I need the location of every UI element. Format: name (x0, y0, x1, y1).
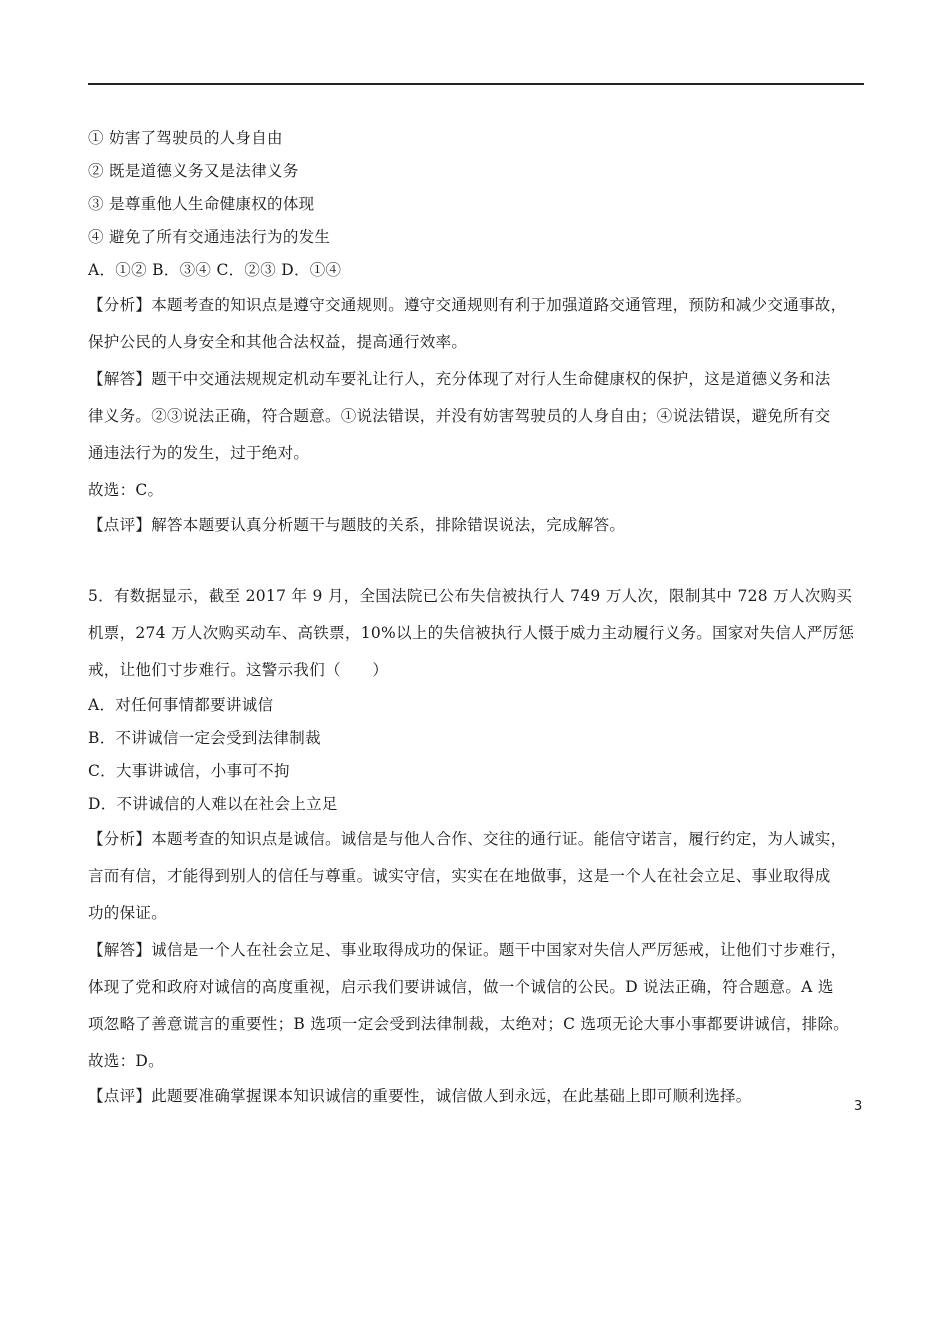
q4-choices: A．①② B．③④ C．②③ D．①④ (88, 261, 342, 279)
q4-answer-line-3: 通违法行为的发生，过于绝对。 (88, 444, 310, 462)
q4-selected-answer: 故选：C。 (88, 481, 164, 499)
q4-option-4: ④ 避免了所有交通违法行为的发生 (88, 228, 331, 246)
q5-comment: 【点评】此题要准确掌握课本知识诚信的重要性，诚信做人到永远，在此基础上即可顺利选择。 (88, 1087, 752, 1105)
q5-option-c: C．大事讲诚信，小事可不拘 (88, 762, 290, 780)
q5-analysis-line-1: 【分析】本题考查的知识点是诚信。诚信是与他人合作、交往的通行证。能信守诺言，履行约定，为人诚实， (88, 830, 847, 848)
question-5 (88, 578, 868, 1113)
q4-comment: 【点评】解答本题要认真分析题干与题肢的关系，排除错误说法，完成解答。 (88, 516, 626, 534)
q5-analysis-line-3: 功的保证。 (88, 904, 168, 922)
question-4-continued (88, 122, 868, 542)
q4-analysis-line-2: 保护公民的人身安全和其他合法权益，提高通行效率。 (88, 333, 468, 351)
q4-option-1: ① 妨害了驾驶员的人身自由 (88, 129, 283, 147)
q5-stem-line-2: 机票，274 万人次购买动车、高铁票，10%以上的失信被执行人慑于威力主动履行义务。国家对失信人严厉惩 (88, 624, 855, 642)
page-content (88, 122, 868, 1113)
q5-stem-line-1: 5．有数据显示，截至 2017 年 9 月，全国法院已公布失信被执行人 749 万人次，限制其中 728 万人次购买 (88, 587, 853, 605)
q4-answer-line-1: 【解答】题干中交通法规规定机动车要礼让行人，充分体现了对行人生命健康权的保护，这是道德义务和法 (88, 370, 831, 388)
q5-option-d: D．不讲诚信的人难以在社会上立足 (88, 795, 338, 813)
q5-option-b: B．不讲诚信一定会受到法律制裁 (88, 729, 321, 747)
q5-answer-line-2: 体现了党和政府对诚信的高度重视，启示我们要讲诚信，做一个诚信的公民。D 说法正确，符合题意。A 选 (88, 978, 834, 996)
q5-analysis-line-2: 言而有信，才能得到别人的信任与尊重。诚实守信，实实在在地做事，这是一个人在社会立足、事业取得成 (88, 867, 831, 885)
q5-answer-line-1: 【解答】诚信是一个人在社会立足、事业取得成功的保证。题干中国家对失信人严厉惩戒，让他们寸步难行， (88, 941, 847, 959)
q4-analysis-line-1: 【分析】本题考查的知识点是遵守交通规则。遵守交通规则有利于加强道路交通管理，预防和减少交通事故， (88, 296, 847, 314)
page-number: 3 (854, 1099, 863, 1114)
header-rule (88, 83, 864, 85)
q4-option-3: ③ 是尊重他人生命健康权的体现 (88, 195, 315, 213)
q5-option-a: A．对任何事情都要讲诚信 (88, 696, 274, 714)
q5-answer-line-3: 项忽略了善意谎言的重要性；B 选项一定会受到法律制裁，太绝对；C 选项无论大事小事都要讲诚信，排除。 (88, 1015, 850, 1033)
section-spacer (88, 542, 868, 578)
q4-answer-line-2: 律义务。②③说法正确，符合题意。①说法错误，并没有妨害驾驶员的人身自由；④说法错误，避免所有交 (88, 407, 831, 425)
q5-selected-answer: 故选：D。 (88, 1052, 164, 1070)
q4-option-2: ② 既是道德义务又是法律义务 (88, 162, 299, 180)
q5-stem-line-3: 戒，让他们寸步难行。这警示我们（ ） (88, 661, 389, 679)
